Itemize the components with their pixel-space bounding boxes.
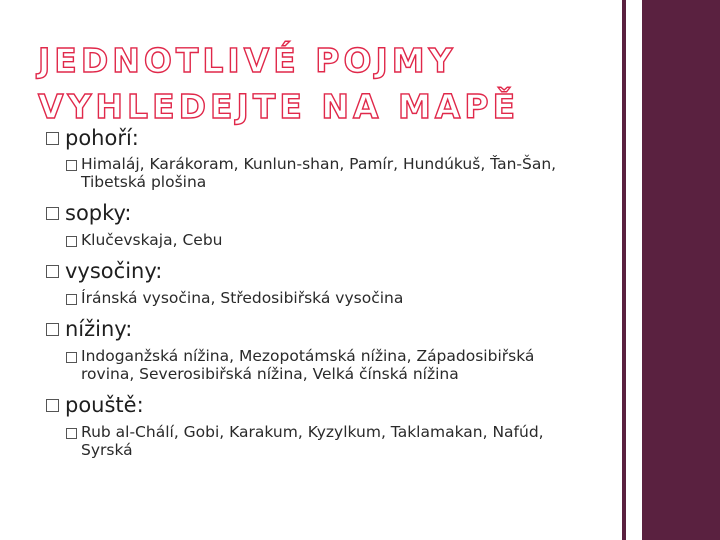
- subitem-text: Íránská vysočina, Středosibiřská vysočina: [81, 289, 404, 307]
- list-item: [46, 257, 606, 285]
- section-label: pohoří:: [65, 126, 139, 150]
- section-pouste: [46, 391, 606, 459]
- bullet-list: [46, 124, 606, 467]
- square-bullet-icon: [66, 428, 77, 439]
- section-label: nížiny:: [65, 317, 133, 341]
- section-sopky: [46, 199, 606, 249]
- slide-title: JEDNOTLIVÉ POJMY VYHLEDEJTE NA MAPĚ: [38, 41, 520, 126]
- list-subitem: [66, 289, 606, 307]
- list-item: [46, 199, 606, 227]
- list-subitem: [66, 155, 606, 191]
- square-bullet-icon: [46, 132, 59, 145]
- list-item: [46, 124, 606, 152]
- sidebar-stripe: [642, 0, 720, 540]
- section-label: sopky:: [65, 201, 132, 225]
- square-bullet-icon: [66, 160, 77, 171]
- square-bullet-icon: [66, 352, 77, 363]
- sidebar-gap: [626, 0, 642, 540]
- section-niziny: [46, 315, 606, 383]
- subitem-text: Rub al-Chálí, Gobi, Karakum, Kyzylkum, Taklamakan, Nafúd, Syrská: [81, 423, 544, 459]
- square-bullet-icon: [66, 236, 77, 247]
- square-bullet-icon: [46, 265, 59, 278]
- section-label: pouště:: [65, 393, 144, 417]
- square-bullet-icon: [66, 294, 77, 305]
- square-bullet-icon: [46, 399, 59, 412]
- list-item: [46, 315, 606, 343]
- section-label: vysočiny:: [65, 259, 163, 283]
- list-subitem: [66, 231, 606, 249]
- section-vysociny: [46, 257, 606, 307]
- list-subitem: [66, 347, 606, 383]
- square-bullet-icon: [46, 207, 59, 220]
- subitem-text: Indoganžská nížina, Mezopotámská nížina, Západosibiřská rovina, Severosibiřská nížina, Velká čínská nížina: [81, 347, 535, 383]
- list-item: [46, 391, 606, 419]
- list-subitem: [66, 423, 606, 459]
- subitem-text: Himaláj, Karákoram, Kunlun-shan, Pamír, Hundúkuš, Ťan-Šan, Tibetská plošina: [81, 155, 557, 191]
- section-pohori: [46, 124, 606, 191]
- square-bullet-icon: [46, 323, 59, 336]
- subitem-text: Klučevskaja, Cebu: [81, 231, 223, 249]
